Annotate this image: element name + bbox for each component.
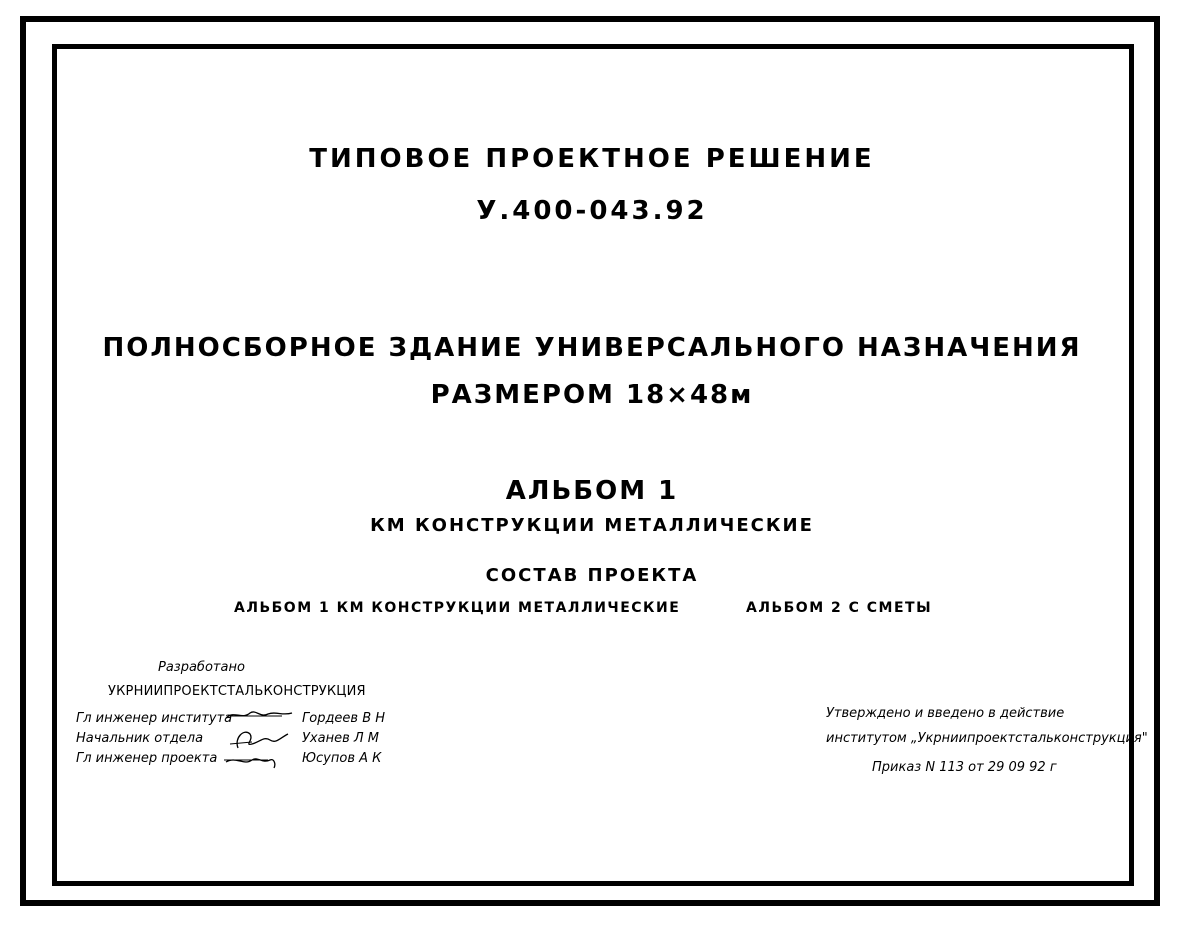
signatures [222, 704, 298, 774]
document-type-title: ТИПОВОЕ ПРОЕКТНОЕ РЕШЕНИЕ [309, 144, 875, 174]
album-title: АЛЬБОМ 1 [505, 476, 679, 506]
building-size: РАЗМЕРОМ 18×48м [430, 380, 754, 410]
composition-item-album1: АЛЬБОМ 1 КМ КОНСТРУКЦИИ МЕТАЛЛИЧЕСКИЕ [234, 600, 681, 616]
role-department-head: Начальник отдела [76, 731, 204, 746]
building-title: ПОЛНОСБОРНОЕ ЗДАНИЕ УНИВЕРСАЛЬНОГО НАЗНАЧЕНИЯ [102, 333, 1082, 363]
approval-order: Приказ N 113 от 29 09 92 г [872, 760, 1057, 775]
signature-gordeev [226, 712, 292, 718]
developer-organization: УКРНИИПРОЕКТСТАЛЬКОНСТРУКЦИЯ [108, 684, 366, 699]
approval-line-1: Утверждено и введено в действие [826, 706, 1065, 721]
signature-ukhanev [237, 732, 288, 748]
name-yusupov: Юсупов А К [302, 751, 382, 766]
name-gordeev: Гордеев В Н [302, 711, 386, 726]
developed-label: Разработано [158, 660, 245, 675]
role-chief-engineer-institute: Гл инженер института [76, 711, 233, 726]
name-ukhanev: Уханев Л М [302, 731, 379, 746]
album-subtitle: КМ КОНСТРУКЦИИ МЕТАЛЛИЧЕСКИЕ [370, 515, 814, 536]
document-code: У.400-043.92 [476, 196, 708, 226]
role-chief-engineer-project: Гл инженер проекта [76, 751, 218, 766]
approval-line-2: институтом „Укрниипроектстальконструкция" [826, 731, 1148, 746]
composition-item-album2: АЛЬБОМ 2 С СМЕТЫ [746, 600, 933, 616]
composition-heading: СОСТАВ ПРОЕКТА [485, 565, 699, 586]
